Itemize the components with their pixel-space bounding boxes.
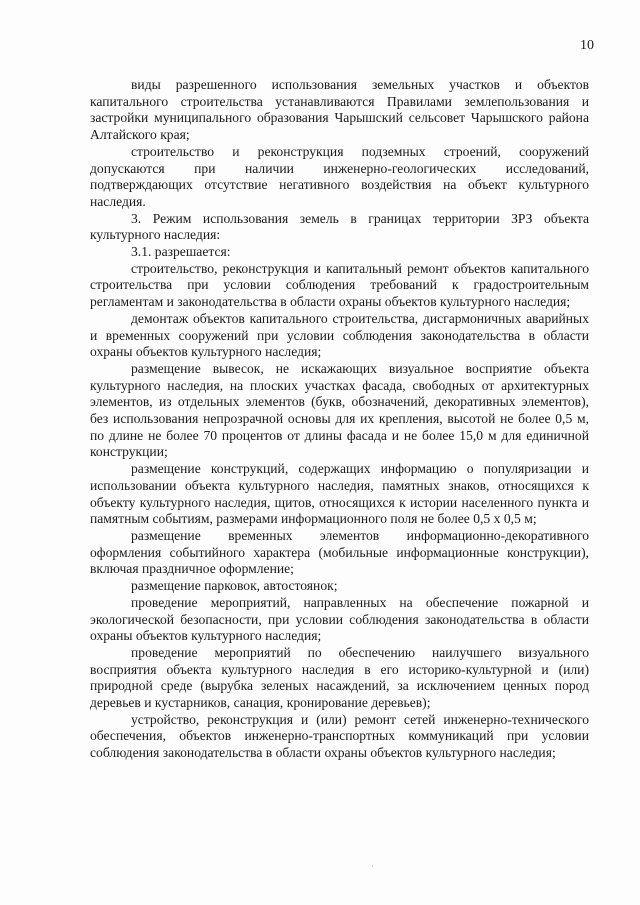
paragraph: устройство, реконструкция и (или) ремонт сетей инженерно-технического обеспечения, объектов инженерно-транспортных коммуникаций при условии соблюдения законодательства в области охраны объектов культурного наследия;	[90, 711, 589, 761]
paragraph: виды разрешенного использования земельных участков и объектов капитального строительства устанавливаются Правилами землепользования и застройки муниципального образования Чарышский сельсовет Чарышского района Алтайского края;	[90, 77, 589, 143]
subsection-heading: 3.1. разрешается:	[131, 244, 231, 260]
page-number: 10	[580, 38, 594, 53]
paragraph: демонтаж объектов капитального строительства, дисгармоничных аварийных и временных сооружений при условии соблюдения законодательства в области охраны объектов культурного наследия;	[90, 310, 589, 360]
paragraph: проведение мероприятий по обеспечению наилучшего визуального восприятия объекта культурного наследия в его историко-культурной и (или) природной среде (вырубка зеленых насаждений, за исключением ценных пород деревьев и кустарников, санация, кронирование деревьев);	[90, 644, 589, 711]
scan-mark: ·	[371, 862, 374, 871]
paragraph: проведение мероприятий, направленных на обеспечение пожарной и экологической безопасности, при условии соблюдения законодательства в области охраны объектов культурного наследия;	[90, 594, 589, 644]
paragraph: размещение вывесок, не искажающих визуальное восприятие объекта культурного наследия, на плоских участках фасада, свободных от архитектурных элементов, из отдельных элементов (букв, обозначений, декоративных элементов), без использования непрозрачной основы для их крепления, высотой не более 0,5 м, по длине не более 70 процентов от длины фасада и не более 15,0 м для единичной конструкции;	[90, 360, 589, 460]
document-body	[90, 77, 589, 762]
paragraph: строительство, реконструкция и капитальный ремонт объектов капитального строительства при условии соблюдения требований к градостроительным регламентам и законодательства в области охраны объектов культурного наследия;	[90, 260, 589, 310]
section-heading: 3. Режим использования земель в границах территории ЗРЗ объекта культурного наследия:	[90, 210, 589, 243]
paragraph: размещение конструкций, содержащих информацию о популяризации и использовании объекта культурного наследия, памятных знаков, относящихся к объекту культурного наследия, щитов, относящихся к истории населенного пункта и памятным событиям, размерами информационного поля не более 0,5 х 0,5 м;	[90, 461, 589, 527]
paragraph: размещение временных элементов информационно-декоративного оформления событийного характера (мобильные информационные конструкции), включая праздничное оформление;	[90, 527, 589, 577]
paragraph: строительство и реконструкция подземных строений, сооружений допускаются при наличии инженерно-геологических исследований, подтверждающих отсутствие негативного воздействия на объект культурного наследия.	[90, 143, 589, 209]
paragraph: размещение парковок, автостоянок;	[131, 578, 338, 594]
